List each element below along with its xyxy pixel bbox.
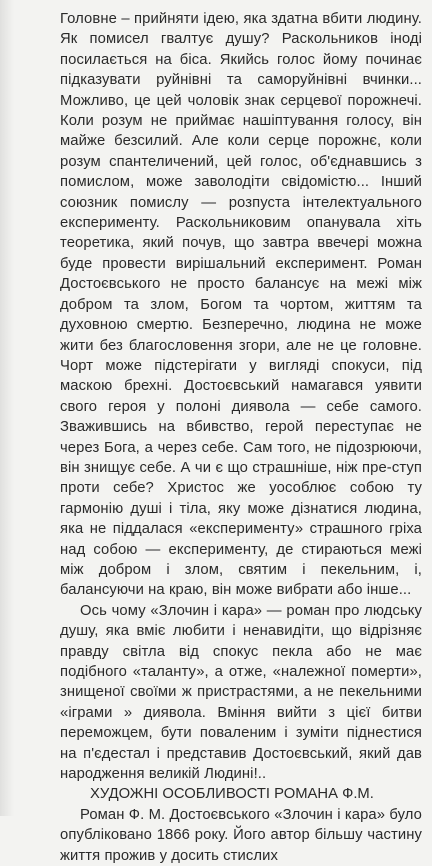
paragraph-2: Ось чому «Злочин і кара» — роман про людську душу, яка вміє любити і ненавидіти, що відрізняє правду світла від спокус пекла або не має подібного «таланту», а отже, «належної померти», знищеної своїми ж пристрастями, а не пекельними «іграми » диявола. Вміння вийти з цієї битви переможцем, бути поваленим і зуміти піднестися на п'єдестал і представив Достоєвський, який дав народження великій Людині!..: [60, 602, 422, 783]
paragraph-1: Головне – прийняти ідею, яка здатна вбити людину. Як помисел гвалтує душу? Раскольников іноді посилається на біса. Якийсь голос йому починає підказувати руйнівні та саморуйнівні вчинки... Можливо, це цей чоловік знак серцевої порожнечі. Коли розум не приймає нашіптування голосу, він майже безсилий. Але коли серце порожнє, коли розум спантеличений, цей голос, об'єднавшись з помислом, може заволодіти свідомістю... Інший союзник помислу — розпуста інтелектуального експерименту. Раскольниковим опанувала хіть теоретика, який почув, що завтра ввечері можна буде провести вирішальний експеримент. Роман Достоєвського не просто балансує на межі між добром та злом, Богом та чортом, життям та духовною смертю. Безперечно, людина не може жити без благословення згори, але не це головне. Чорт може підстерігати у вигляді спокуси, під маскою брехні. Достоєвський намагався уявити свого героя у полоні диявола — себе самого. Зважившись на вбивство, герой переступає не через Бога, а через себе. Сам того, не підозрюючи, він знищує себе. А чи є що страшніше, ніж пре-ступ проти себе? Христос же уособлює собою ту гармонію душі і тіла, яку може дізнатися людина, яка не піддалася «експерименту» страшного гріха над собою — експерименту, де стираються межі між добром і злом, святим і пекельним, і, балансуючи на краю, він може вибрати або інше...: [60, 11, 422, 599]
page-edge-shadow: [0, 0, 14, 816]
section-heading: ХУДОЖНІ ОСОБЛИВОСТІ РОМАНА Ф.М.: [90, 786, 374, 803]
paragraph-3: Роман Ф. М. Достоєвського «Злочин і кара» було опубліковано 1866 року. Його автор більшу частину життя прожив у досить стислих: [60, 806, 422, 864]
